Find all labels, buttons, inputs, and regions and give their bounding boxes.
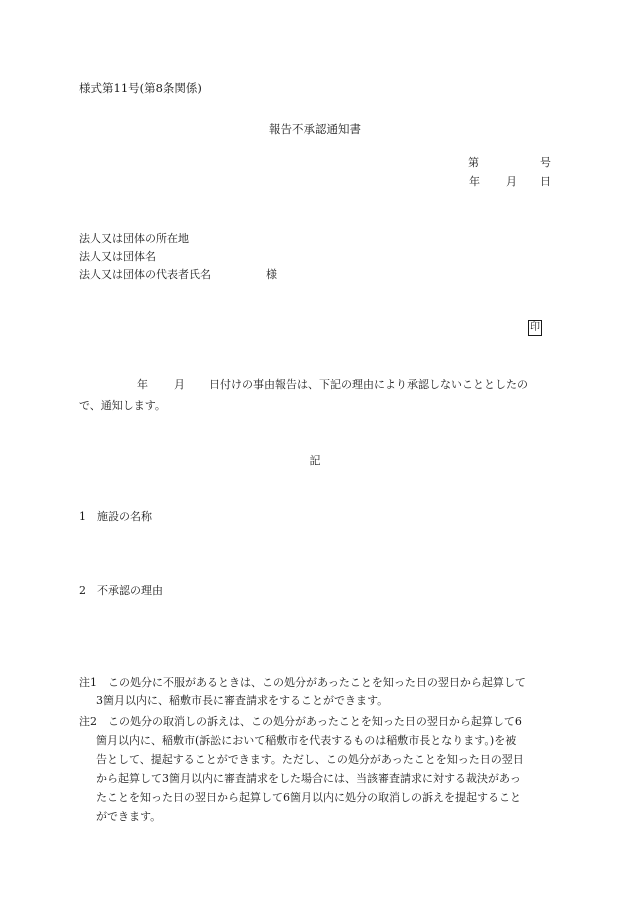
document-title: 報告不承認通知書 xyxy=(269,122,361,136)
recipient-representative-label: 法人又は団体の代表者氏名 xyxy=(79,268,211,281)
item-facility-name: 1 施設の名称 xyxy=(79,510,152,523)
body-text-line-2: で、通知します。 xyxy=(79,399,166,412)
note-1-line-1: この処分に不服があるときは、この処分があったことを知った日の翌日から起算して xyxy=(108,676,526,689)
note-2-line-6: ができます。 xyxy=(96,810,162,823)
note-2-line-4: から起算して3箇月以内に審査請求をした場合には、当該審査請求に対する裁決があっ xyxy=(96,772,521,785)
date-year-label: 年 xyxy=(469,175,480,188)
note-1-line-2: 3箇月以内に、稲敷市長に審査請求をすることができます。 xyxy=(96,694,389,707)
recipient-name-label: 法人又は団体名 xyxy=(79,250,156,263)
note-1-label: 注1 xyxy=(79,676,97,689)
note-2-label: 注2 xyxy=(79,715,97,728)
item-disapproval-reason: 2 不承認の理由 xyxy=(79,584,163,597)
seal-mark: 印 xyxy=(528,320,542,336)
date-day-label: 日 xyxy=(540,175,551,188)
recipient-address-label: 法人又は団体の所在地 xyxy=(79,232,189,245)
date-month-label: 月 xyxy=(506,175,517,188)
document-number-suffix: 号 xyxy=(540,156,551,169)
body-year-label: 年 xyxy=(137,378,148,391)
honorific: 様 xyxy=(266,268,277,281)
body-month-label: 月 xyxy=(174,378,185,391)
ki-heading: 記 xyxy=(309,454,321,467)
note-2-line-3: 告として、提起することができます。ただし、この処分があったことを知った日の翌日 xyxy=(96,753,524,766)
note-2-line-5: たことを知った日の翌日から起算して6箇月以内に処分の取消しの訴えを提起すること xyxy=(96,791,521,804)
body-text-line-1: 日付けの事由報告は、下記の理由により承認しないこととしたの xyxy=(209,378,528,391)
document-number-prefix: 第 xyxy=(468,156,479,169)
note-2-line-2: 箇月以内に、稲敷市(訴訟において稲敷市を代表するものは稲敷市長となります。)を被 xyxy=(96,734,517,747)
note-2-line-1: この処分の取消しの訴えは、この処分があったことを知った日の翌日から起算して6 xyxy=(108,715,522,728)
form-number: 様式第11号(第8条関係) xyxy=(79,81,202,95)
